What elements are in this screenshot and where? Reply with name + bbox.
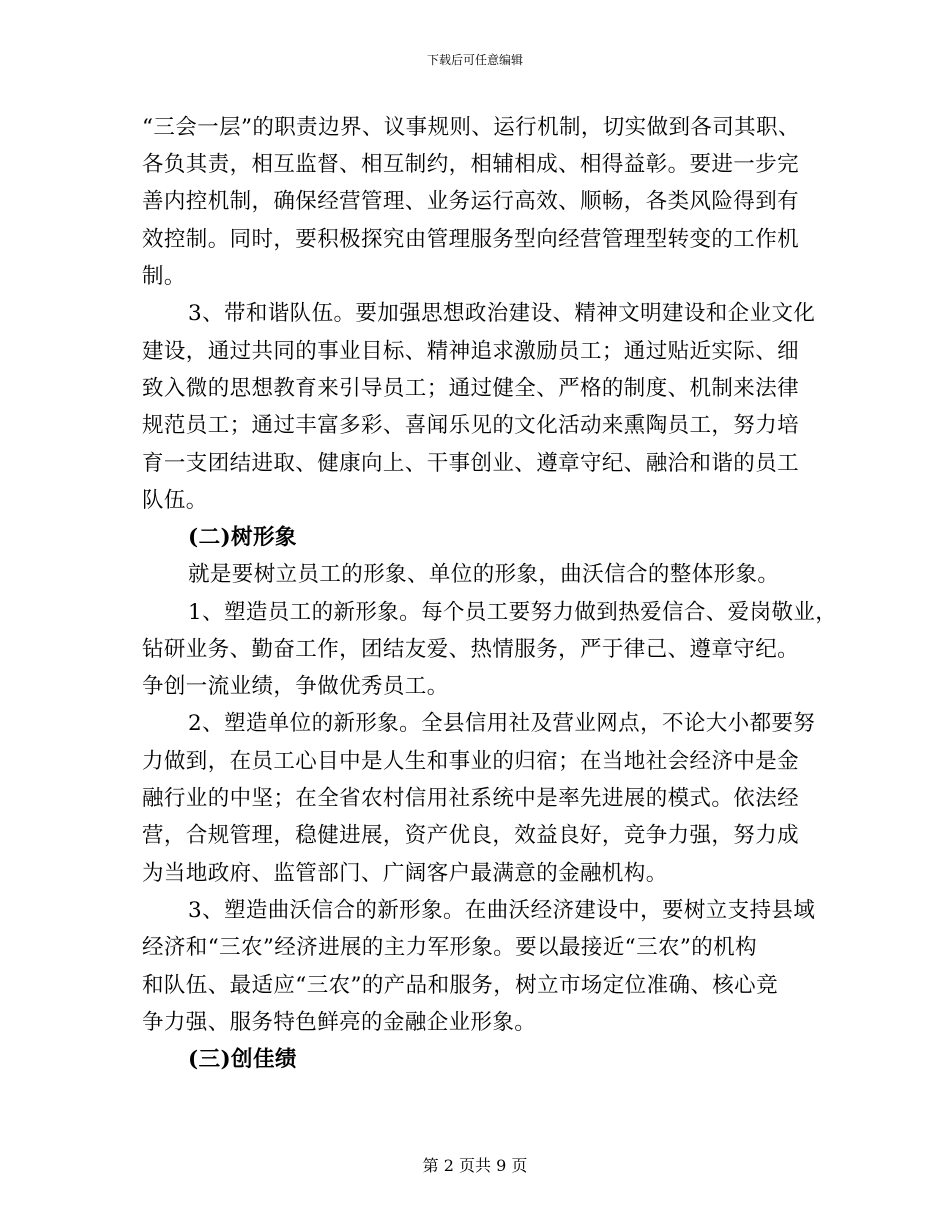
text-line: 融行业的中坚；在全省农村信用社系统中是率先进展的模式。依法经	[142, 786, 800, 811]
text-line: 制。	[142, 264, 186, 289]
text-line: 力做到，在员工心目中是人生和事业的归宿；在当地社会经济中是金	[142, 749, 800, 774]
text-line: 队伍。	[142, 488, 208, 513]
paragraph-heading-line: 3、带和谐队伍。要加强思想政治建设、精神文明建设和企业文化	[188, 301, 816, 326]
text-line: 争力强、服务特色鲜亮的金融企业形象。	[142, 1010, 537, 1035]
text-line: 致入微的思想教育来引导员工；通过健全、严格的制度、机制来法律	[142, 376, 800, 401]
text-line: 就是要树立员工的形象、单位的形象，曲沃信合的整体形象。	[188, 562, 780, 587]
section-heading: (三)创佳绩	[188, 1047, 297, 1072]
text-line: 争创一流业绩，争做优秀员工。	[142, 674, 449, 699]
text-line: 善内控机制，确保经营管理、业务运行高效、顺畅，各类风险得到有	[142, 189, 800, 214]
text-line: 钻研业务、勤奋工作，团结友爱、热情服务，严于律己、遵章守纪。	[142, 637, 800, 662]
paragraph-heading-line: 3、塑造曲沃信合的新形象。在曲沃经济建设中，要树立支持县域	[188, 898, 816, 923]
text-line: 各负其责，相互监督、相互制约，相辅相成、相得益彰。要进一步完	[142, 152, 800, 177]
page-header: 下载后可任意编辑	[426, 53, 523, 67]
text-line: 为当地政府、监管部门、广阔客户最满意的金融机构。	[142, 861, 668, 886]
text-line: 营，合规管理，稳健进展，资产优良，效益良好，竞争力强，努力成	[142, 823, 800, 848]
paragraph-heading-line: 2、塑造单位的新形象。全县信用社及营业网点，不论大小都要努	[188, 711, 816, 736]
text-line: 育一支团结进取、健康向上、干事创业、遵章守纪、融洽和谐的员工	[142, 451, 800, 476]
page-footer: 第 2 页共 9 页	[422, 1156, 528, 1175]
text-line: “三会一层”的职责边界、议事规则、运行机制，切实做到各司其职、	[142, 115, 800, 140]
text-line: 规范员工；通过丰富多彩、喜闻乐见的文化活动来熏陶员工，努力培	[142, 413, 800, 438]
text-line: 建设，通过共同的事业目标、精神追求激励员工；通过贴近实际、细	[142, 339, 800, 364]
text-line: 效控制。同时，要积极探究由管理服务型向经营管理型转变的工作机	[142, 227, 800, 252]
paragraph-heading-line: 1、塑造员工的新形象。每个员工要努力做到热爱信合、爱岗敬业，	[188, 600, 838, 625]
text-line: 经济和“三农”经济进展的主力军形象。要以最接近“三农”的机构	[142, 935, 757, 960]
text-line: 和队伍、最适应“三农”的产品和服务，树立市场定位准确、核心竞	[142, 973, 778, 998]
section-heading: (二)树形象	[188, 525, 297, 550]
